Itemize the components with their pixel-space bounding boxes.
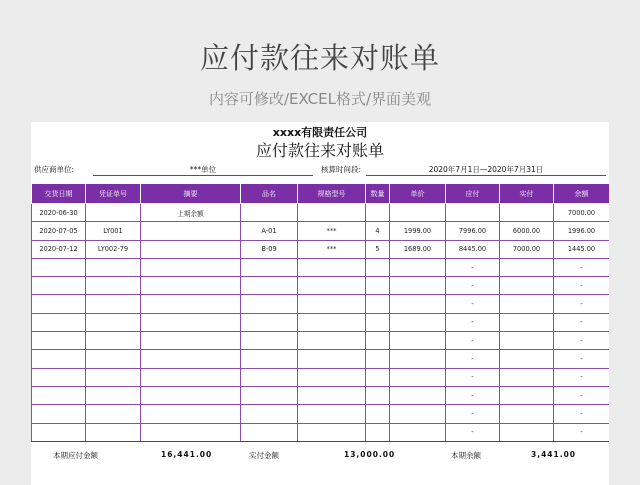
voucher-cell[interactable] bbox=[86, 405, 141, 423]
paid-cell[interactable] bbox=[500, 405, 554, 423]
payable-cell[interactable] bbox=[446, 204, 500, 222]
table-row bbox=[32, 332, 610, 350]
table-row bbox=[32, 313, 610, 331]
qty-cell[interactable] bbox=[366, 405, 390, 423]
payable-cell[interactable]: - bbox=[446, 368, 500, 386]
payable-cell[interactable]: - bbox=[446, 295, 500, 313]
page-title: 应付款往来对账单 bbox=[199, 41, 440, 75]
qty-cell[interactable] bbox=[366, 295, 390, 313]
unit-price-cell[interactable] bbox=[390, 258, 446, 276]
ledger-table bbox=[31, 183, 609, 442]
table-row bbox=[32, 295, 610, 313]
product-cell[interactable] bbox=[241, 295, 298, 313]
table-row bbox=[32, 386, 610, 404]
summary-cell[interactable] bbox=[141, 222, 241, 240]
table-row bbox=[32, 240, 610, 258]
balance-cell[interactable]: 7000.00 bbox=[554, 204, 610, 222]
col-header-qty[interactable]: 数量 bbox=[366, 184, 390, 204]
product-cell[interactable] bbox=[241, 423, 298, 441]
product-cell[interactable]: A-01 bbox=[241, 222, 298, 240]
balance-cell[interactable]: - bbox=[554, 350, 610, 368]
ledger-body bbox=[32, 204, 610, 442]
voucher-cell[interactable]: LY002-79 bbox=[86, 240, 141, 258]
balance-cell[interactable]: - bbox=[554, 313, 610, 331]
paid-cell[interactable] bbox=[500, 386, 554, 404]
summary-cell[interactable] bbox=[141, 332, 241, 350]
summary-cell[interactable] bbox=[141, 277, 241, 295]
product-cell[interactable] bbox=[241, 332, 298, 350]
voucher-cell[interactable] bbox=[86, 350, 141, 368]
date-cell[interactable] bbox=[32, 258, 86, 276]
balance-cell[interactable]: - bbox=[554, 368, 610, 386]
summary-cell[interactable] bbox=[141, 423, 241, 441]
voucher-cell[interactable] bbox=[86, 313, 141, 331]
col-header-summary[interactable]: 摘要 bbox=[141, 184, 241, 204]
col-header-voucher[interactable]: 凭证单号 bbox=[86, 184, 141, 204]
spec-cell[interactable] bbox=[298, 332, 366, 350]
unit-price-cell[interactable] bbox=[390, 313, 446, 331]
spec-cell[interactable] bbox=[298, 423, 366, 441]
paid-cell[interactable] bbox=[500, 295, 554, 313]
period-label: 核算时间段: bbox=[321, 165, 362, 174]
spec-cell[interactable] bbox=[298, 386, 366, 404]
summary-cell[interactable] bbox=[141, 313, 241, 331]
spec-cell[interactable] bbox=[298, 258, 366, 276]
balance-total-label: 本期余额 bbox=[451, 451, 481, 460]
payable-cell[interactable]: - bbox=[446, 313, 500, 331]
balance-cell[interactable]: 1445.00 bbox=[554, 240, 610, 258]
date-cell[interactable] bbox=[32, 405, 86, 423]
voucher-cell[interactable] bbox=[86, 204, 141, 222]
spec-cell[interactable] bbox=[298, 295, 366, 313]
date-cell[interactable] bbox=[32, 277, 86, 295]
product-cell[interactable] bbox=[241, 405, 298, 423]
table-row bbox=[32, 258, 610, 276]
product-cell[interactable] bbox=[241, 368, 298, 386]
qty-cell[interactable]: 4 bbox=[366, 222, 390, 240]
payable-cell[interactable]: - bbox=[446, 423, 500, 441]
statement-title: 应付款往来对账单 bbox=[255, 141, 384, 160]
date-cell[interactable]: 2020-06-30 bbox=[32, 204, 86, 222]
payable-total-label: 本期应付金额 bbox=[53, 451, 98, 460]
summary-cell[interactable] bbox=[141, 240, 241, 258]
table-row bbox=[32, 368, 610, 386]
summary-cell[interactable] bbox=[141, 258, 241, 276]
payable-cell[interactable]: - bbox=[446, 332, 500, 350]
product-cell[interactable] bbox=[241, 350, 298, 368]
payable-cell[interactable]: - bbox=[446, 258, 500, 276]
payable-total-value: 16,441.00 bbox=[161, 450, 213, 459]
product-cell[interactable] bbox=[241, 204, 298, 222]
table-row bbox=[32, 204, 610, 222]
spec-cell[interactable] bbox=[298, 350, 366, 368]
col-header-balance[interactable]: 余额 bbox=[554, 184, 610, 204]
payable-cell[interactable]: 7996.00 bbox=[446, 222, 500, 240]
voucher-cell[interactable] bbox=[86, 277, 141, 295]
paid-cell[interactable] bbox=[500, 368, 554, 386]
payable-cell[interactable]: - bbox=[446, 277, 500, 295]
paid-total-label: 实付金额 bbox=[249, 451, 279, 460]
date-cell[interactable]: 2020-07-05 bbox=[32, 222, 86, 240]
payable-cell[interactable]: - bbox=[446, 405, 500, 423]
unit-price-cell[interactable] bbox=[390, 350, 446, 368]
date-cell[interactable] bbox=[32, 368, 86, 386]
date-cell[interactable] bbox=[32, 423, 86, 441]
col-header-payable[interactable]: 应付 bbox=[446, 184, 500, 204]
balance-cell[interactable]: - bbox=[554, 258, 610, 276]
unit-price-cell[interactable] bbox=[390, 332, 446, 350]
unit-price-cell[interactable]: 1999.00 bbox=[390, 222, 446, 240]
paid-cell[interactable] bbox=[500, 204, 554, 222]
col-header-unit-price[interactable]: 单价 bbox=[390, 184, 446, 204]
paid-cell[interactable] bbox=[500, 258, 554, 276]
qty-cell[interactable] bbox=[366, 368, 390, 386]
voucher-cell[interactable] bbox=[86, 386, 141, 404]
date-cell[interactable] bbox=[32, 332, 86, 350]
date-cell[interactable] bbox=[32, 386, 86, 404]
paid-cell[interactable] bbox=[500, 332, 554, 350]
product-cell[interactable] bbox=[241, 277, 298, 295]
paid-total-value: 13,000.00 bbox=[344, 450, 396, 459]
qty-cell[interactable] bbox=[366, 332, 390, 350]
summary-cell[interactable]: 上期余额 bbox=[141, 204, 241, 222]
product-cell[interactable] bbox=[241, 258, 298, 276]
date-cell[interactable]: 2020-07-12 bbox=[32, 240, 86, 258]
table-row bbox=[32, 423, 610, 441]
table-row bbox=[32, 405, 610, 423]
supplier-label: 供应商单位: bbox=[34, 165, 75, 174]
page-subtitle: 内容可修改/EXCEL格式/界面美观 bbox=[208, 90, 432, 108]
summary-cell[interactable] bbox=[141, 350, 241, 368]
paid-cell[interactable]: 6000.00 bbox=[500, 222, 554, 240]
payable-cell[interactable]: - bbox=[446, 350, 500, 368]
table-header-row bbox=[32, 184, 610, 204]
unit-price-cell[interactable] bbox=[390, 423, 446, 441]
qty-cell[interactable] bbox=[366, 313, 390, 331]
qty-cell[interactable] bbox=[366, 423, 390, 441]
balance-cell[interactable]: - bbox=[554, 277, 610, 295]
balance-cell[interactable]: - bbox=[554, 423, 610, 441]
product-cell[interactable]: B-09 bbox=[241, 240, 298, 258]
paid-cell[interactable] bbox=[500, 313, 554, 331]
voucher-cell[interactable] bbox=[86, 332, 141, 350]
table-row bbox=[32, 350, 610, 368]
unit-price-cell[interactable] bbox=[390, 386, 446, 404]
unit-price-cell[interactable] bbox=[390, 368, 446, 386]
totals-row bbox=[31, 450, 609, 464]
spec-cell[interactable]: *** bbox=[298, 240, 366, 258]
paid-cell[interactable] bbox=[500, 277, 554, 295]
col-header-date[interactable]: 交货日期 bbox=[32, 184, 86, 204]
company-name: xxxx有限责任公司 bbox=[272, 126, 368, 139]
spec-cell[interactable] bbox=[298, 368, 366, 386]
col-header-product[interactable]: 品名 bbox=[241, 184, 298, 204]
voucher-cell[interactable]: LY001 bbox=[86, 222, 141, 240]
qty-cell[interactable] bbox=[366, 350, 390, 368]
qty-cell[interactable] bbox=[366, 277, 390, 295]
spec-cell[interactable] bbox=[298, 313, 366, 331]
spec-cell[interactable] bbox=[298, 204, 366, 222]
table-row bbox=[32, 277, 610, 295]
supplier-value[interactable]: ***单位 bbox=[93, 164, 313, 176]
unit-price-cell[interactable] bbox=[390, 295, 446, 313]
ledger-sheet bbox=[31, 122, 609, 485]
unit-price-cell[interactable] bbox=[390, 405, 446, 423]
date-cell[interactable] bbox=[32, 350, 86, 368]
voucher-cell[interactable] bbox=[86, 423, 141, 441]
qty-cell[interactable] bbox=[366, 258, 390, 276]
voucher-cell[interactable] bbox=[86, 368, 141, 386]
balance-cell[interactable]: - bbox=[554, 332, 610, 350]
balance-cell[interactable]: - bbox=[554, 405, 610, 423]
summary-cell[interactable] bbox=[141, 405, 241, 423]
paid-cell[interactable]: 7000.00 bbox=[500, 240, 554, 258]
qty-cell[interactable] bbox=[366, 204, 390, 222]
summary-cell[interactable] bbox=[141, 386, 241, 404]
unit-price-cell[interactable] bbox=[390, 277, 446, 295]
unit-price-cell[interactable]: 1689.00 bbox=[390, 240, 446, 258]
spec-cell[interactable]: *** bbox=[298, 222, 366, 240]
date-cell[interactable] bbox=[32, 313, 86, 331]
summary-cell[interactable] bbox=[141, 368, 241, 386]
unit-price-cell[interactable] bbox=[390, 204, 446, 222]
date-cell[interactable] bbox=[32, 295, 86, 313]
col-header-paid[interactable]: 实付 bbox=[500, 184, 554, 204]
paid-cell[interactable] bbox=[500, 350, 554, 368]
voucher-cell[interactable] bbox=[86, 258, 141, 276]
product-cell[interactable] bbox=[241, 313, 298, 331]
qty-cell[interactable] bbox=[366, 386, 390, 404]
balance-cell[interactable]: - bbox=[554, 386, 610, 404]
period-value[interactable]: 2020年7月1日—2020年7月31日 bbox=[366, 164, 606, 176]
spec-cell[interactable] bbox=[298, 405, 366, 423]
product-cell[interactable] bbox=[241, 386, 298, 404]
paid-cell[interactable] bbox=[500, 423, 554, 441]
voucher-cell[interactable] bbox=[86, 295, 141, 313]
balance-total-value: 3,441.00 bbox=[531, 450, 577, 459]
summary-cell[interactable] bbox=[141, 295, 241, 313]
balance-cell[interactable]: 1996.00 bbox=[554, 222, 610, 240]
spec-cell[interactable] bbox=[298, 277, 366, 295]
info-row bbox=[31, 164, 609, 178]
col-header-spec[interactable]: 规格型号 bbox=[298, 184, 366, 204]
table-row bbox=[32, 222, 610, 240]
payable-cell[interactable]: 8445.00 bbox=[446, 240, 500, 258]
balance-cell[interactable]: - bbox=[554, 295, 610, 313]
payable-cell[interactable]: - bbox=[446, 386, 500, 404]
qty-cell[interactable]: 5 bbox=[366, 240, 390, 258]
